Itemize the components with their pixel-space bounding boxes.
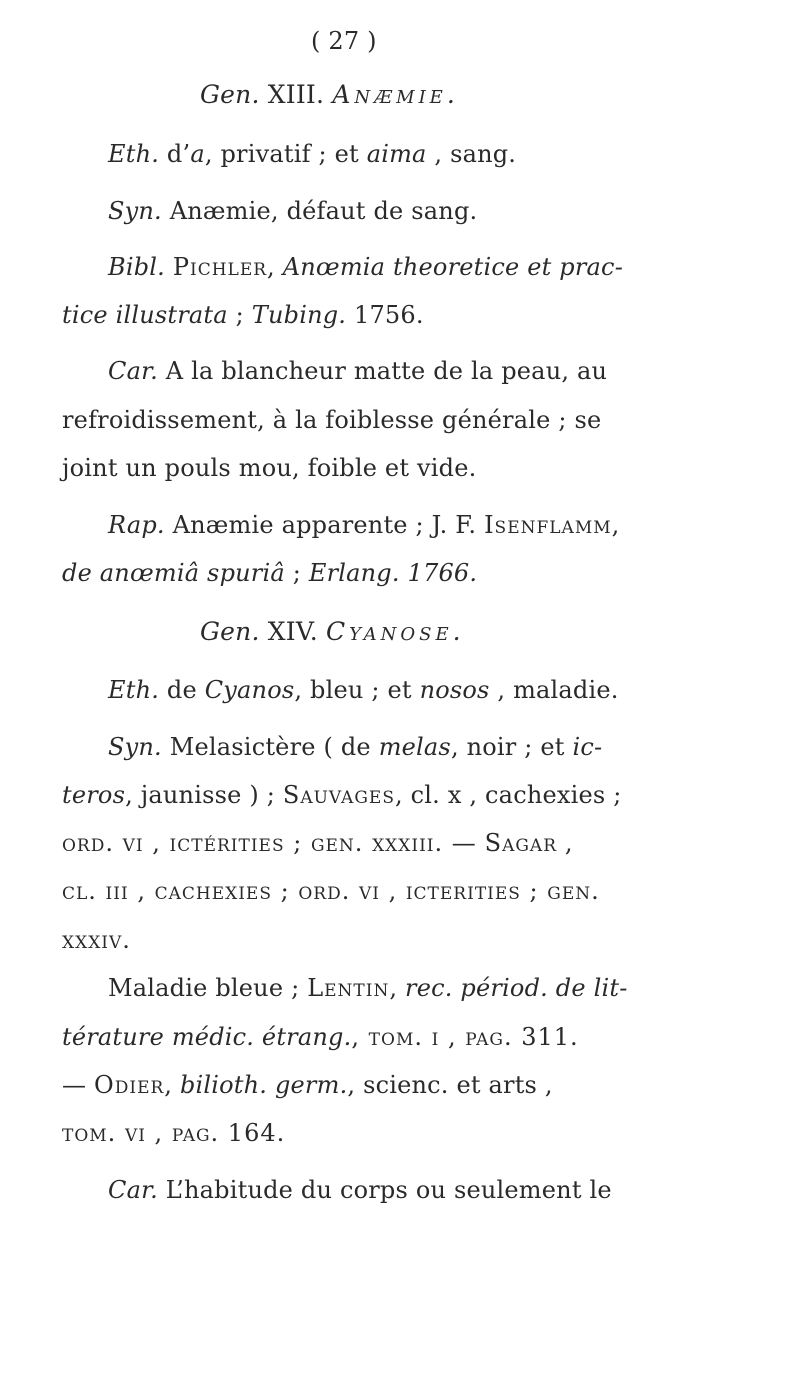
separator: , xyxy=(611,511,620,539)
genus-heading-14 xyxy=(200,617,465,647)
eth-label: Eth. xyxy=(108,140,160,168)
place-name: Erlang. xyxy=(308,559,400,587)
separator: ; xyxy=(235,301,244,329)
characteristic-2-line-1 xyxy=(108,1175,612,1205)
syn-text: , noir ; et xyxy=(450,733,565,761)
reference-line-1 xyxy=(108,510,620,540)
eth-text: de xyxy=(166,676,197,704)
synonym-2-line-5: xxxiv. xyxy=(62,926,131,954)
syn-term: teros xyxy=(62,781,126,809)
synonym-line-1 xyxy=(108,196,477,226)
syn-text: ord. vi , ictérities ; gen. xxxiii. — xyxy=(62,829,477,857)
synonym-2-line-4: cl. iii , cachexies ; ord. vi , icterities ; gen. xyxy=(62,877,600,905)
rap-label: Rap. xyxy=(108,511,165,539)
year: 1756. xyxy=(353,301,424,329)
eth-term: nosos xyxy=(419,676,490,704)
author-name: Sagar xyxy=(484,829,557,857)
car-text: L’habitude du corps ou seulement le xyxy=(165,1176,612,1204)
work-title: de anœmiâ spuriâ xyxy=(62,559,285,587)
eth-text: , sang. xyxy=(434,140,517,168)
car-label: Car. xyxy=(108,1176,158,1204)
year: 1766. xyxy=(407,559,478,587)
genus-heading-13 xyxy=(200,80,459,110)
separator: ; xyxy=(292,559,301,587)
syn-text: , cl. x , cachexies ; xyxy=(394,781,622,809)
characteristic-line-3: joint un pouls mou, foible et vide. xyxy=(62,454,477,482)
gen-number: XIV. xyxy=(267,617,318,646)
syn-label: Syn. xyxy=(108,733,162,761)
work-title: Anœmia theoretice et prac- xyxy=(282,253,624,281)
etymology-line-2 xyxy=(108,675,619,705)
maladie-line-1 xyxy=(108,973,628,1003)
bibliography-line-2 xyxy=(62,300,424,330)
bibl-label: Bibl. xyxy=(108,253,165,281)
maladie-line-2 xyxy=(62,1022,579,1052)
maladie-text: Maladie bleue ; xyxy=(108,974,300,1002)
work-title: térature médic. étrang. xyxy=(62,1023,352,1051)
separator: , xyxy=(564,829,573,857)
maladie-line-4: tom. vi , pag. 164. xyxy=(62,1119,286,1147)
maladie-text: , scienc. et arts , xyxy=(347,1071,553,1099)
synonym-2-line-3 xyxy=(62,828,573,858)
gen-title: Anæmie. xyxy=(332,80,459,109)
eth-text: , bleu ; et xyxy=(294,676,412,704)
work-title: tice illustrata xyxy=(62,301,228,329)
eth-label: Eth. xyxy=(108,676,160,704)
gen-label: Gen. xyxy=(200,80,260,109)
author-name: Odier xyxy=(94,1071,165,1099)
characteristic-line-1 xyxy=(108,356,607,386)
place-name: Tubing. xyxy=(251,301,347,329)
work-title: bilioth. germ. xyxy=(179,1071,348,1099)
author-name: Pichler xyxy=(172,253,268,281)
separator: , xyxy=(267,253,275,281)
syn-text: Anæmie, défaut de sang. xyxy=(169,197,478,225)
syn-term: melas xyxy=(378,733,451,761)
synonym-2-line-1 xyxy=(108,732,602,762)
syn-text: , jaunisse ) ; xyxy=(125,781,276,809)
eth-term: Cyanos xyxy=(204,676,295,704)
gen-label: Gen. xyxy=(200,617,260,646)
syn-label: Syn. xyxy=(108,197,162,225)
car-label: Car. xyxy=(108,357,158,385)
bibliography-line-1 xyxy=(108,252,623,282)
separator: , xyxy=(164,1071,173,1099)
eth-term: aima xyxy=(366,140,427,168)
author-name: Isenflamm xyxy=(484,511,612,539)
car-text: A la blancheur matte de la peau, au xyxy=(165,357,608,385)
separator: , xyxy=(389,974,398,1002)
dash: — xyxy=(62,1071,87,1099)
syn-text: Melasictère ( de xyxy=(169,733,371,761)
work-title: rec. périod. de lit- xyxy=(405,974,628,1002)
author-name: Lentin xyxy=(307,974,390,1002)
eth-text: , privatif ; et xyxy=(204,140,359,168)
etymology-line-1 xyxy=(108,139,516,169)
gen-title: Cyanose. xyxy=(326,617,465,646)
rap-text: Anæmie apparente ; J. F. xyxy=(172,511,477,539)
maladie-line-3 xyxy=(62,1070,553,1100)
characteristic-line-2: refroidissement, à la foiblesse générale ; se xyxy=(62,406,602,434)
maladie-text: , tom. i , pag. 311. xyxy=(351,1023,579,1051)
synonym-2-line-2 xyxy=(62,780,622,810)
author-name: Sauvages xyxy=(282,781,395,809)
reference-line-2 xyxy=(62,558,477,588)
eth-term: a xyxy=(190,140,205,168)
eth-text: d’ xyxy=(166,140,191,168)
page-number: ( 27 ) xyxy=(311,27,377,55)
eth-text: , maladie. xyxy=(497,676,619,704)
syn-term: ic- xyxy=(572,733,603,761)
gen-number: XIII. xyxy=(267,80,325,109)
